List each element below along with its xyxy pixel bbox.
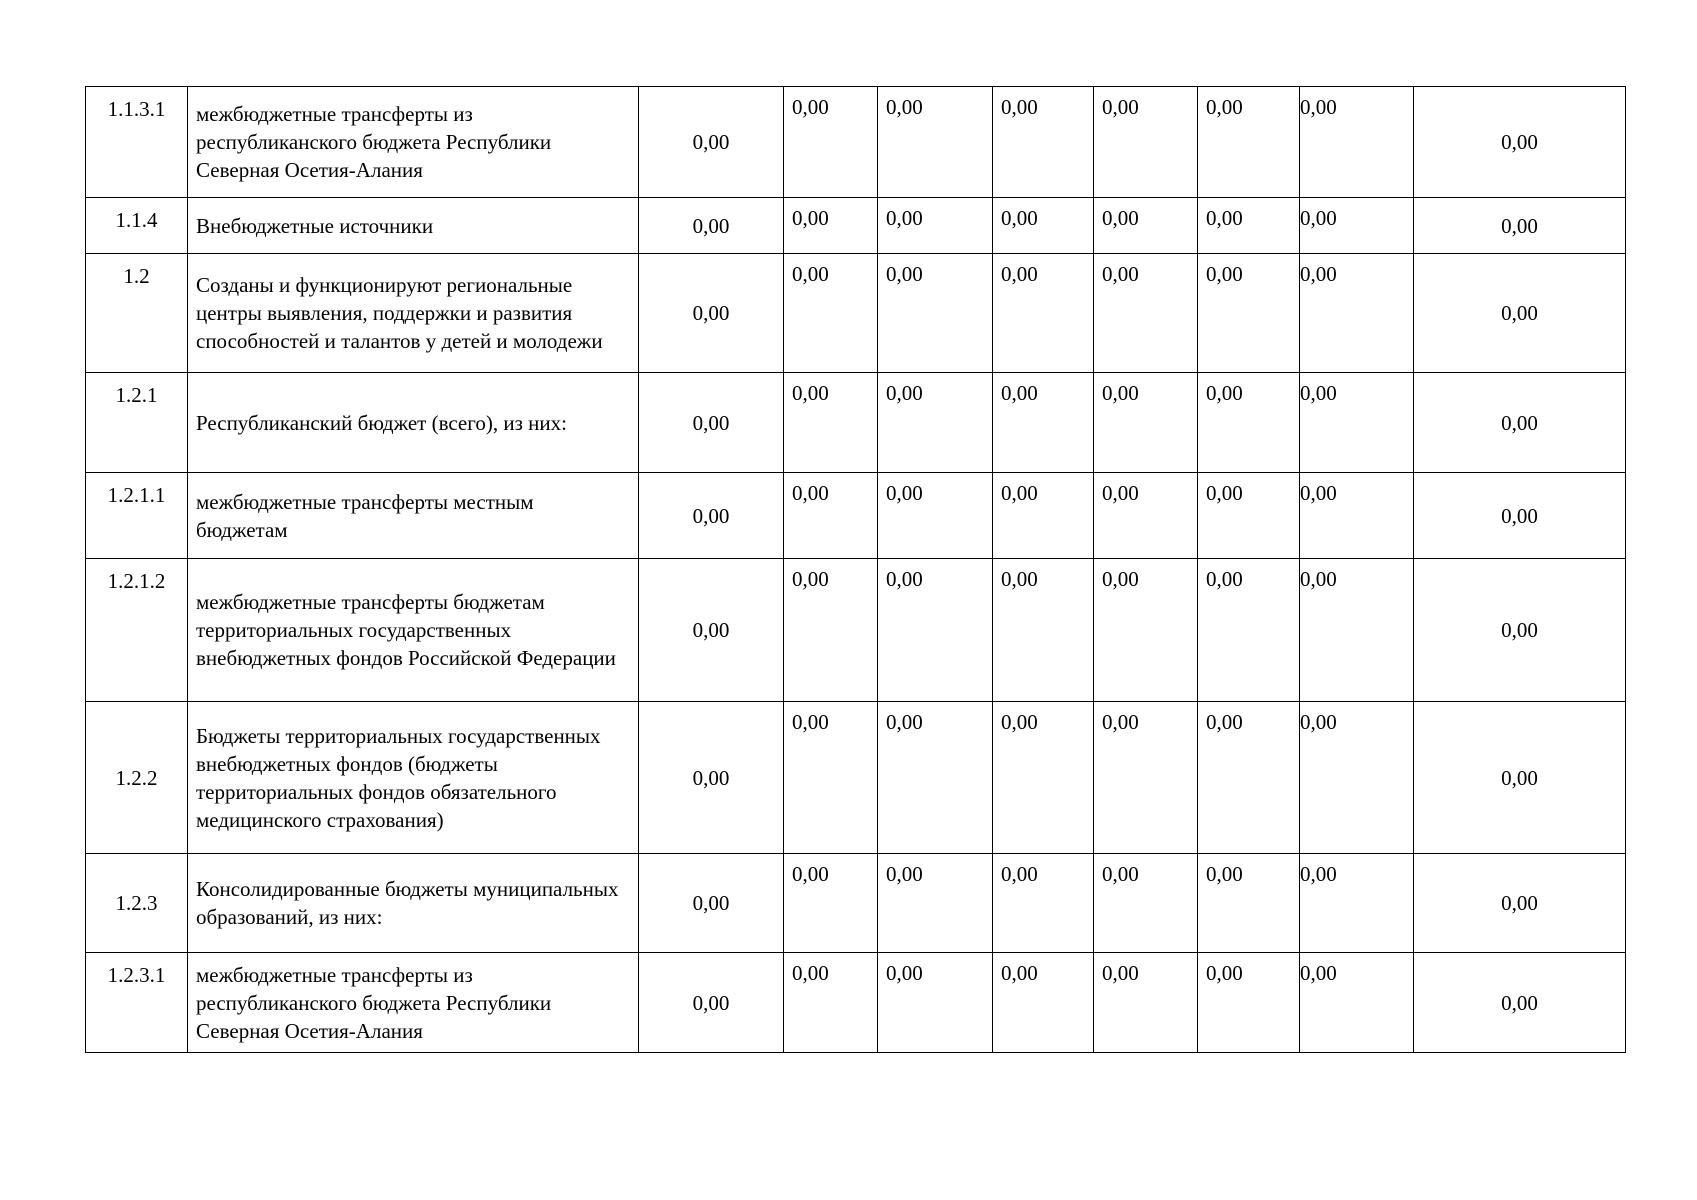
year-value: 0,00 — [1198, 953, 1300, 1053]
budget-table — [85, 86, 1626, 1053]
year-value: 0,00 — [878, 198, 993, 254]
year-value: 0,00 — [784, 854, 878, 953]
row-name: Республиканский бюджет (всего), из них: — [188, 373, 639, 473]
row-name: межбюджетные трансферты из республиканского бюджета Республики Северная Осетия-Алания — [188, 87, 639, 198]
year-value: 0,00 — [878, 953, 993, 1053]
row-total: 0,00 — [639, 473, 784, 559]
row-number: 1.2.1.1 — [86, 473, 188, 559]
year-value: 0,00 — [784, 198, 878, 254]
row-number: 1.2 — [86, 254, 188, 373]
row-total: 0,00 — [639, 953, 784, 1053]
row-total: 0,00 — [639, 559, 784, 702]
row-name: межбюджетные трансферты местным бюджетам — [188, 473, 639, 559]
year-value: 0,00 — [993, 87, 1094, 198]
row-number: 1.2.1.2 — [86, 559, 188, 702]
year-value: 0,00 — [1198, 373, 1300, 473]
row-total: 0,00 — [639, 854, 784, 953]
year-value: 0,00 — [1198, 473, 1300, 559]
row-total: 0,00 — [639, 87, 784, 198]
row-number: 1.1.4 — [86, 198, 188, 254]
year-value: 0,00 — [784, 473, 878, 559]
year-value: 0,00 — [1300, 473, 1414, 559]
row-final-value: 0,00 — [1414, 254, 1626, 373]
year-value: 0,00 — [784, 254, 878, 373]
table-row — [86, 559, 1626, 702]
table-row — [86, 87, 1626, 198]
year-value: 0,00 — [1300, 198, 1414, 254]
row-number: 1.2.2 — [86, 702, 188, 854]
year-value: 0,00 — [784, 559, 878, 702]
row-name: Внебюджетные источники — [188, 198, 639, 254]
row-number: 1.2.3 — [86, 854, 188, 953]
row-name: Созданы и функционируют региональные центры выявления, поддержки и развития способностей и талантов у детей и молодежи — [188, 254, 639, 373]
year-value: 0,00 — [1198, 702, 1300, 854]
year-value: 0,00 — [1094, 559, 1198, 702]
year-value: 0,00 — [1198, 854, 1300, 953]
year-value: 0,00 — [1300, 87, 1414, 198]
year-value: 0,00 — [1300, 702, 1414, 854]
year-value: 0,00 — [1094, 702, 1198, 854]
year-value: 0,00 — [1094, 953, 1198, 1053]
table-row — [86, 953, 1626, 1053]
year-value: 0,00 — [993, 473, 1094, 559]
year-value: 0,00 — [878, 473, 993, 559]
row-final-value: 0,00 — [1414, 559, 1626, 702]
row-final-value: 0,00 — [1414, 373, 1626, 473]
year-value: 0,00 — [993, 373, 1094, 473]
row-final-value: 0,00 — [1414, 702, 1626, 854]
row-final-value: 0,00 — [1414, 473, 1626, 559]
year-value: 0,00 — [1094, 254, 1198, 373]
year-value: 0,00 — [993, 254, 1094, 373]
year-value: 0,00 — [993, 559, 1094, 702]
row-final-value: 0,00 — [1414, 87, 1626, 198]
year-value: 0,00 — [1094, 198, 1198, 254]
row-name: Бюджеты территориальных государственных внебюджетных фондов (бюджеты территориальных фондов обязательного медицинского страхования) — [188, 702, 639, 854]
year-value: 0,00 — [1094, 854, 1198, 953]
year-value: 0,00 — [1094, 473, 1198, 559]
year-value: 0,00 — [993, 198, 1094, 254]
year-value: 0,00 — [878, 702, 993, 854]
year-value: 0,00 — [1300, 854, 1414, 953]
table-row — [86, 198, 1626, 254]
year-value: 0,00 — [1198, 559, 1300, 702]
year-value: 0,00 — [878, 87, 993, 198]
year-value: 0,00 — [1094, 373, 1198, 473]
year-value: 0,00 — [993, 702, 1094, 854]
year-value: 0,00 — [1300, 953, 1414, 1053]
table-row — [86, 254, 1626, 373]
year-value: 0,00 — [784, 953, 878, 1053]
row-final-value: 0,00 — [1414, 953, 1626, 1053]
document-page — [85, 86, 1625, 1053]
row-name: Консолидированные бюджеты муниципальных образований, из них: — [188, 854, 639, 953]
year-value: 0,00 — [784, 87, 878, 198]
row-number: 1.2.1 — [86, 373, 188, 473]
row-number: 1.2.3.1 — [86, 953, 188, 1053]
year-value: 0,00 — [784, 373, 878, 473]
table-row — [86, 702, 1626, 854]
year-value: 0,00 — [878, 373, 993, 473]
year-value: 0,00 — [1198, 254, 1300, 373]
table-row — [86, 373, 1626, 473]
row-name: межбюджетные трансферты бюджетам территориальных государственных внебюджетных фондов Российской Федерации — [188, 559, 639, 702]
year-value: 0,00 — [993, 953, 1094, 1053]
row-number: 1.1.3.1 — [86, 87, 188, 198]
row-total: 0,00 — [639, 254, 784, 373]
year-value: 0,00 — [1300, 373, 1414, 473]
row-total: 0,00 — [639, 373, 784, 473]
year-value: 0,00 — [784, 702, 878, 854]
year-value: 0,00 — [1300, 559, 1414, 702]
row-total: 0,00 — [639, 702, 784, 854]
row-total: 0,00 — [639, 198, 784, 254]
year-value: 0,00 — [1094, 87, 1198, 198]
row-name: межбюджетные трансферты из республиканского бюджета Республики Северная Осетия-Алания — [188, 953, 639, 1053]
row-final-value: 0,00 — [1414, 854, 1626, 953]
year-value: 0,00 — [878, 854, 993, 953]
year-value: 0,00 — [878, 254, 993, 373]
year-value: 0,00 — [1300, 254, 1414, 373]
year-value: 0,00 — [1198, 198, 1300, 254]
year-value: 0,00 — [993, 854, 1094, 953]
table-row — [86, 854, 1626, 953]
table-row — [86, 473, 1626, 559]
year-value: 0,00 — [878, 559, 993, 702]
row-final-value: 0,00 — [1414, 198, 1626, 254]
year-value: 0,00 — [1198, 87, 1300, 198]
